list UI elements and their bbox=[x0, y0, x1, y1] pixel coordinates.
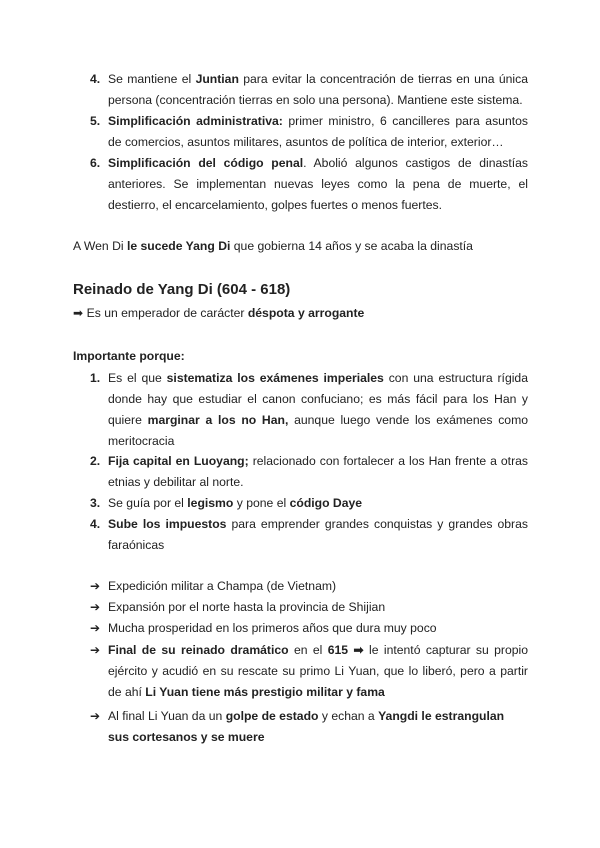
list-item-codigo-penal: Simplificación del código penal. Abolió algunos castigos de dinastías anteriores. Se implementan nuevas leyes como la pena de muerte, el destierro, el encarcelamiento, golpes fuertes o menos fuertes. bbox=[108, 156, 528, 212]
bullet-item: Expedición militar a Champa (de Vietnam) bbox=[108, 579, 337, 593]
list-item-impuestos: Sube los impuestos para emprender grandes conquistas y grandes obras faraónicas bbox=[108, 517, 528, 552]
list-number: 4. bbox=[90, 517, 101, 531]
section-title: Reinado de Yang Di (604 - 618) bbox=[73, 281, 291, 298]
list-item-legismo: Se guía por el legismo y pone el código Daye bbox=[108, 496, 363, 510]
bullet-item-golpe: Al final Li Yuan da un golpe de estado y echan a Yangdi le estrangulan sus cortesanos y se muere bbox=[108, 709, 505, 744]
importante-heading: Importante porque: bbox=[73, 349, 185, 363]
character-line: ➡ Es un emperador de carácter déspota y arrogante bbox=[73, 306, 365, 320]
bullet-item-final: Final de su reinado dramático en el 615 ➡ le intentó capturar su propio ejército y acudió en su rescate su primo Li Yuan, que lo liberó, pero a partir de ahí Li Yuan tiene más prestigio militar y fama bbox=[108, 643, 529, 699]
list-number: 3. bbox=[90, 496, 101, 510]
list-number: 6. bbox=[90, 156, 101, 170]
list-item-admin: Simplificación administrativa: primer ministro, 6 cancilleres para asuntos de comercios, asuntos militares, asuntos de política de interior, exterior… bbox=[108, 114, 528, 149]
bullet-item: Mucha prosperidad en los primeros años que dura muy poco bbox=[108, 621, 437, 635]
arrow-icon: ➔ bbox=[90, 621, 101, 635]
list-item-capital: Fija capital en Luoyang; relacionado con fortalecer a los Han frente a otras etnias y debilitar al norte. bbox=[108, 454, 528, 489]
list-number: 5. bbox=[90, 114, 101, 128]
list-item-juntian: Se mantiene el Juntian para evitar la concentración de tierras en una única persona (concentración tierras en solo una persona). Mantiene este sistema. bbox=[108, 72, 528, 107]
list-item-examenes: Es el que sistematiza los exámenes imperiales con una estructura rígida donde hay que estudiar el canon confuciano; es más fácil para los Han y quiere marginar a los no Han, aunque luego vende los exámenes como meritocracia bbox=[108, 371, 529, 448]
list-number: 4. bbox=[90, 72, 101, 86]
arrow-icon: ➔ bbox=[90, 709, 101, 723]
list-number: 1. bbox=[90, 371, 101, 385]
list-number: 2. bbox=[90, 454, 101, 468]
arrow-icon: ➔ bbox=[90, 600, 101, 614]
arrow-icon: ➔ bbox=[90, 643, 101, 657]
succession-line: A Wen Di le sucede Yang Di que gobierna 14 años y se acaba la dinastía bbox=[73, 239, 473, 253]
bullet-item: Expansión por el norte hasta la provincia de Shijian bbox=[108, 600, 386, 614]
arrow-icon: ➔ bbox=[90, 579, 101, 593]
